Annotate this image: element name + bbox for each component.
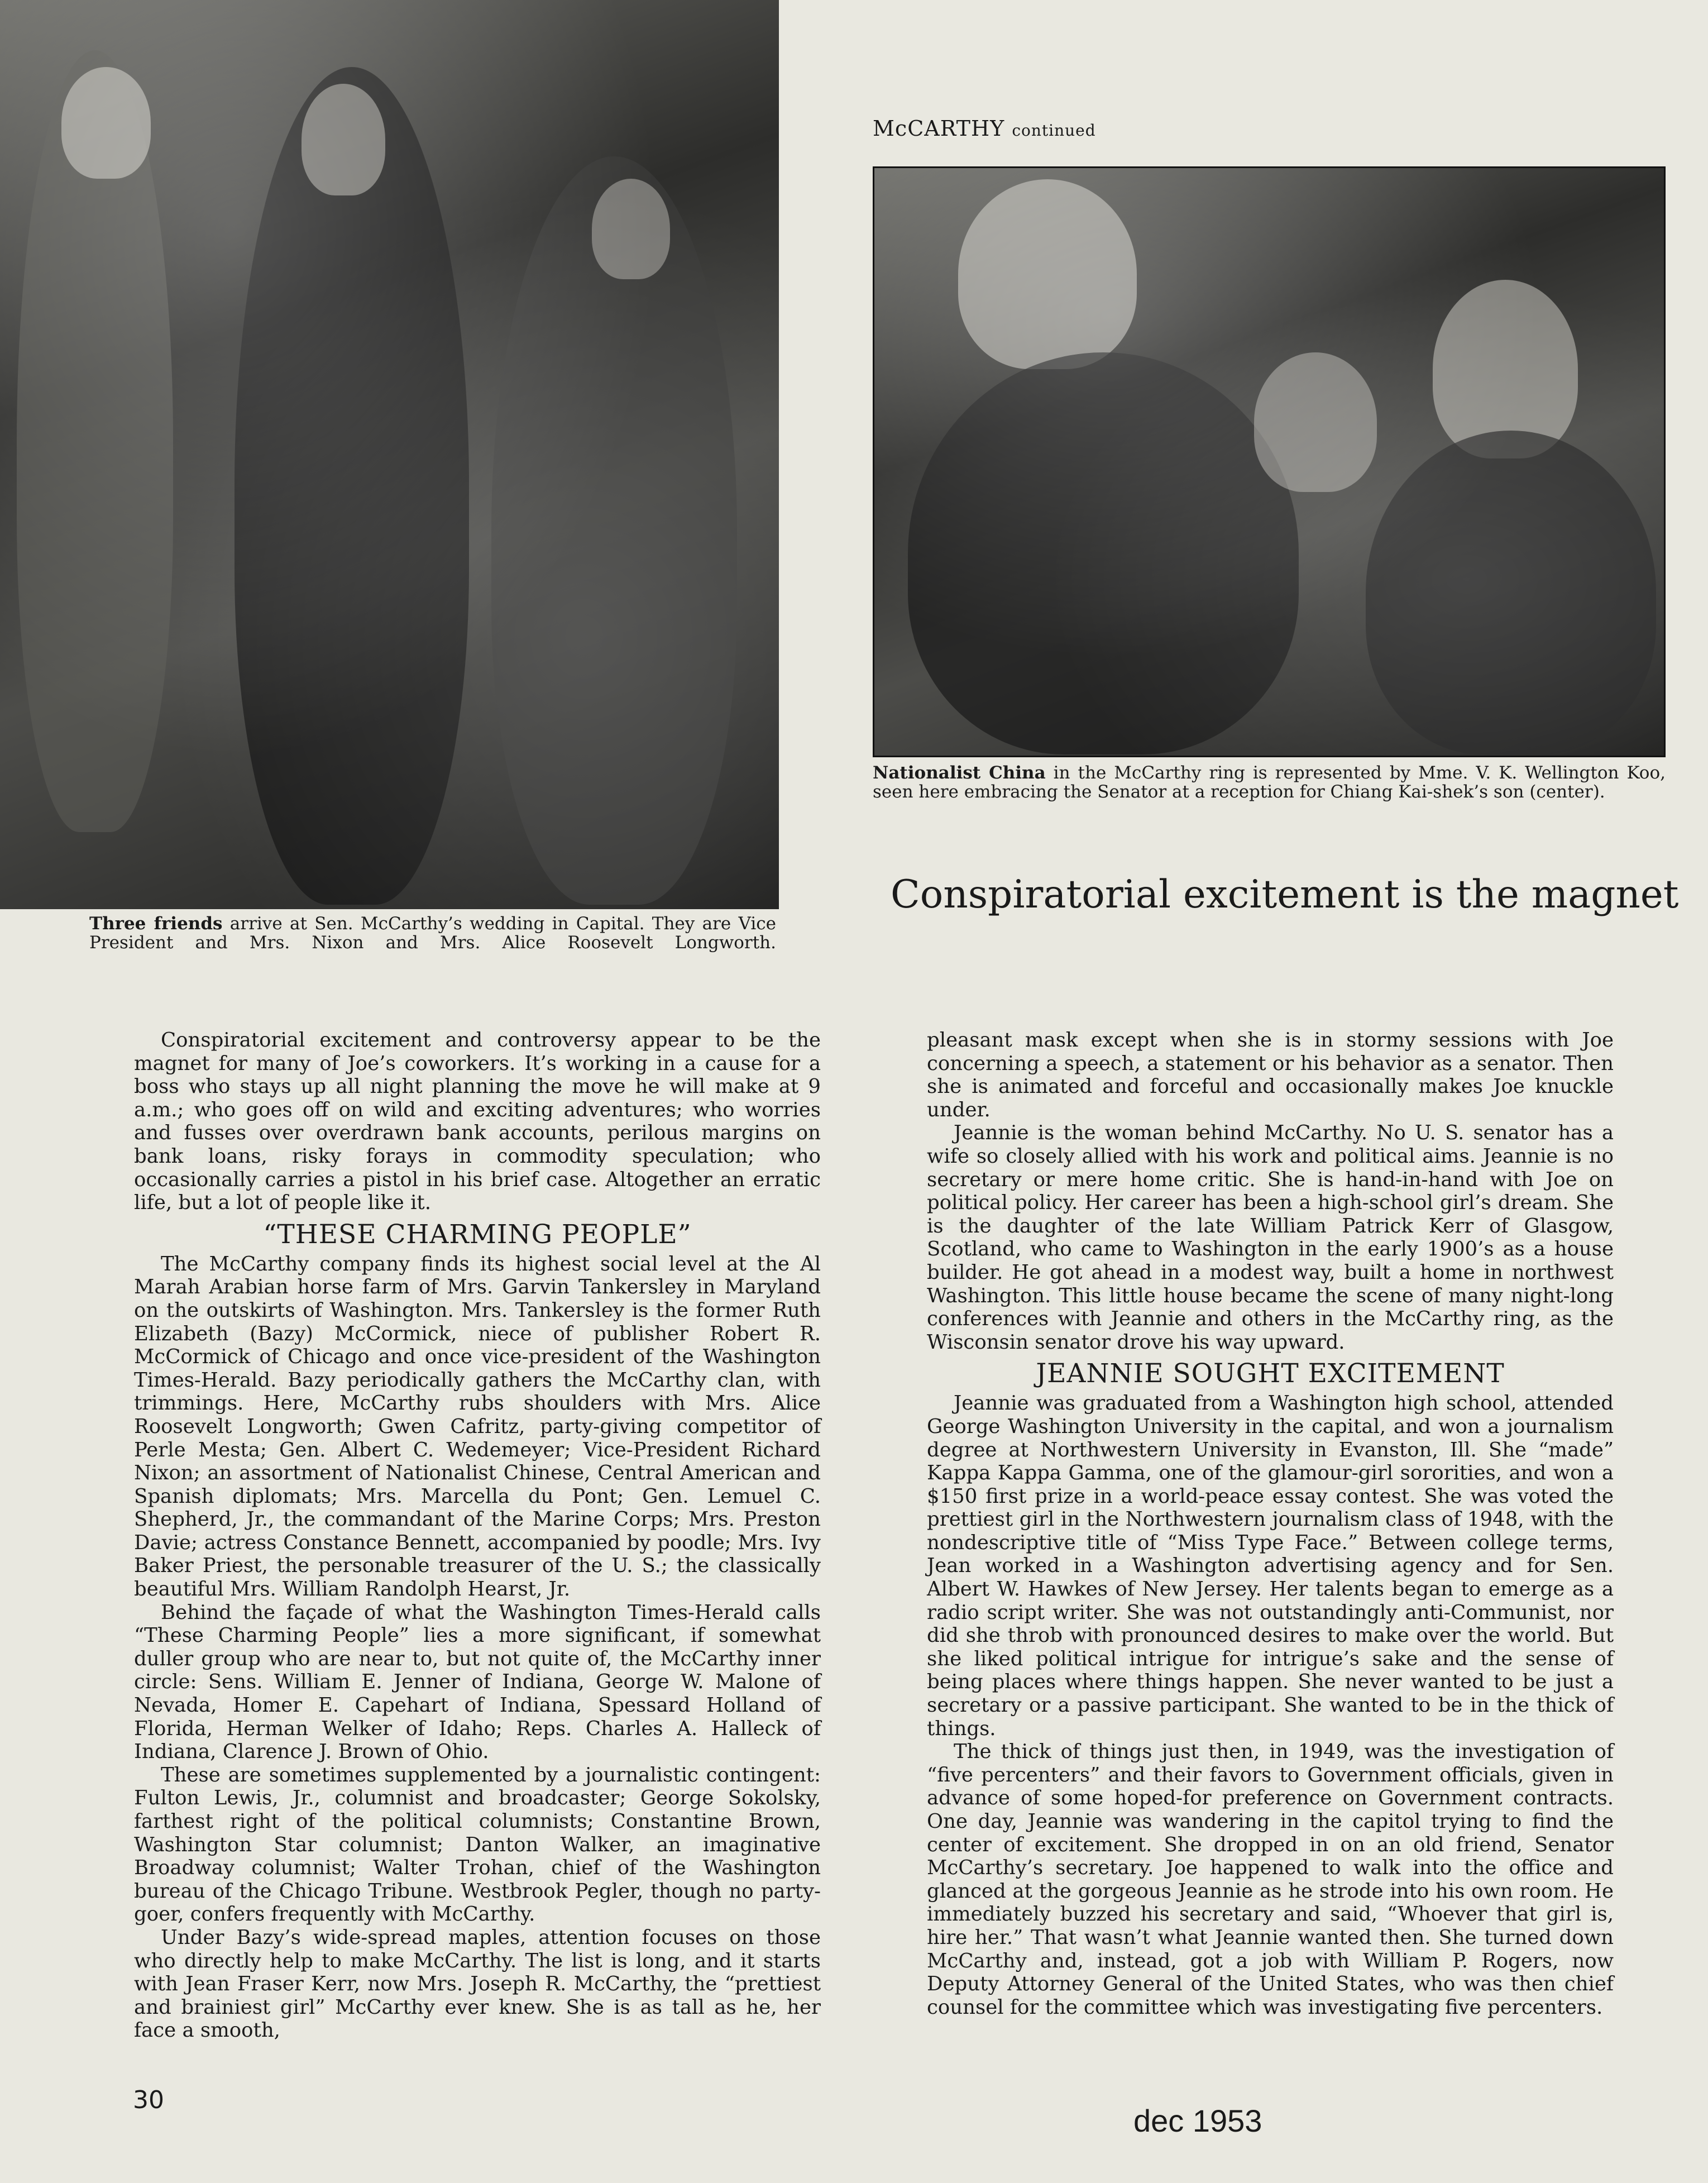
article-column-right <box>927 1029 1614 2019</box>
article-column-left <box>134 1029 821 2042</box>
section-label-suffix: continued <box>1012 121 1096 140</box>
paragraph: Under Bazy’s wide-spread maples, attention focuses on those who directly help to make McCarthy. The list is long, and it starts with Jean Fraser Kerr, now Mrs. Joseph R. McCarthy, the “prettiest and brainiest girl” McCarthy ever knew. She is as tall as he, her face a smooth, <box>134 1926 821 2042</box>
paragraph: Behind the façade of what the Washington Times-Herald calls “These Charming People” lies a more significant, if somewhat duller group who are near to, but not quite of, the McCarthy inner circle: Sens. William E. Jenner of Indiana, George W. Malone of Nevada, Homer E. Capehart of Indiana, Spessard Holland of Florida, Herman Welker of Idaho; Reps. Charles A. Halleck of Indiana, Clarence J. Brown of Ohio. <box>134 1601 821 1764</box>
headline: Conspiratorial excitement is the magnet <box>891 872 1679 917</box>
section-heading: “THESE CHARMING PEOPLE” <box>263 1219 692 1250</box>
caption-left-text: arrive at Sen. McCarthy’s wedding in Capital. They are Vice President and Mrs. Nixon and Mrs. Alice Roosevelt Longworth. <box>89 914 776 953</box>
caption-right-text: in the McCarthy ring is represented by Mme. V. K. Wellington Koo, seen here embracing the Senator at a reception for Chiang Kai-shek’s son (center). <box>873 763 1666 802</box>
paragraph: Jeannie was graduated from a Washington high school, attended George Washington University in the capital, and won a journalism degree at Northwestern University in Evanston, Ill. She “made” Kappa Kappa Gamma, one of the glamour-girl sororities, and won a $150 first prize in a world-peace essay contest. She was voted the prettiest girl in the Northwestern journalism class of 1948, with the nondescriptive title of “Miss Type Face.” Between college terms, Jean worked in a Washington advertising agency and for Sen. Albert W. Hawkes of New Jersey. Her talents began to emerge as a radio script writer. She was not outstandingly anti-Communist, nor did she throb with pronounced desires to make over the world. But she liked political intrigue for intrigue’s sake and the sense of being places where things happen. She never wanted to be just a secretary or a passive participant. She wanted to be in the thick of things. <box>927 1392 1614 1740</box>
caption-right <box>873 763 1666 801</box>
caption-left <box>89 914 776 952</box>
paragraph: These are sometimes supplemented by a journalistic contingent: Fulton Lewis, Jr., columnist and broadcaster; George Sokolsky, farthest right of the political columnists; Constantine Brown, Washington Star columnist; Danton Walker, an imaginative Broadway columnist; Walter Trohan, chief of the Washington bureau of the Chicago Tribune. Westbrook Pegler, though no party-goer, confers frequently with McCarthy. <box>134 1763 821 1926</box>
paragraph: Conspiratorial excitement and controversy appear to be the magnet for many of Joe’s coworkers. It’s working in a cause for a boss who stays up all night planning the move he will make at 9 a.m.; who goes off on wild and exciting adventures; who worries and fusses over overdrawn bank accounts, perilous margins on bank loans, risky forays in commodity speculation; who occasionally carries a pistol in his brief case. Altogether an erratic life, but a lot of people like it. <box>134 1029 821 1215</box>
caption-left-lead: Three friends <box>89 914 223 934</box>
caption-right-lead: Nationalist China <box>873 763 1046 783</box>
paragraph: pleasant mask except when she is in stormy sessions with Joe concerning a speech, a statement or his behavior as a senator. Then she is animated and forceful and occasionally makes Joe knuckle under. <box>927 1029 1614 1121</box>
date-stamp: dec 1953 <box>1133 2103 1262 2138</box>
page-number: 30 <box>133 2086 164 2114</box>
paragraph: Jeannie is the woman behind McCarthy. No U. S. senator has a wife so closely allied with his work and political aims. Jeannie is no secretary or mere home critic. She is hand-in-hand with Joe on political policy. Her career has been a high-school girl’s dream. She is the daughter of the late William Patrick Kerr of Glasgow, Scotland, who came to Washington in the early 1900’s as a house builder. He got ahead in a modest way, built a home in northwest Washington. This little house became the scene of many night-long conferences with Jeannie and others in the McCarthy ring, as the Wisconsin senator drove his way upward. <box>927 1121 1614 1354</box>
photo-three-friends <box>0 0 779 909</box>
paragraph: The McCarthy company finds its highest social level at the Al Marah Arabian horse farm of Mrs. Garvin Tankersley in Maryland on the outskirts of Washington. Mrs. Tankersley is the former Ruth Elizabeth (Bazy) McCormick, niece of publisher Robert R. McCormick of Chicago and once vice-president of the Washington Times-Herald. Bazy periodically gathers the McCarthy clan, with trimmings. Here, McCarthy rubs shoulders with Mrs. Alice Roosevelt Longworth; Gwen Cafritz, party-giving competitor of Perle Mesta; Gen. Albert C. Wedemeyer; Vice-President Richard Nixon; an assortment of Nationalist Chinese, Central American and Spanish diplomats; Mrs. Marcella du Pont; Gen. Lemuel C. Shepherd, Jr., the commandant of the Marine Corps; Mrs. Preston Davie; actress Constance Bennett, accompanied by poodle; Mrs. Ivy Baker Priest, the personable treasurer of the U. S.; the classically beautiful Mrs. William Randolph Hearst, Jr. <box>134 1252 821 1601</box>
section-label-name: McCARTHY <box>873 116 1005 141</box>
section-label <box>873 116 1096 141</box>
photo-nationalist-china <box>873 166 1666 757</box>
section-heading: JEANNIE SOUGHT EXCITEMENT <box>1036 1358 1505 1389</box>
paragraph: The thick of things just then, in 1949, was the investigation of “five percenters” and their favors to Government officials, given in advance of some hoped-for preference on Government contracts. One day, Jeannie was wandering in the capitol trying to find the center of excitement. She dropped in on an old friend, Senator McCarthy’s secretary. Joe happened to walk into the office and glanced at the gorgeous Jeannie as he strode into his own room. He immediately buzzed his secretary and said, “Whoever that girl is, hire her.” That wasn’t what Jeannie wanted then. She turned down McCarthy and, instead, got a job with William P. Rogers, now Deputy Attorney General of the United States, who was then chief counsel for the committee which was investigating five percenters. <box>927 1740 1614 2019</box>
